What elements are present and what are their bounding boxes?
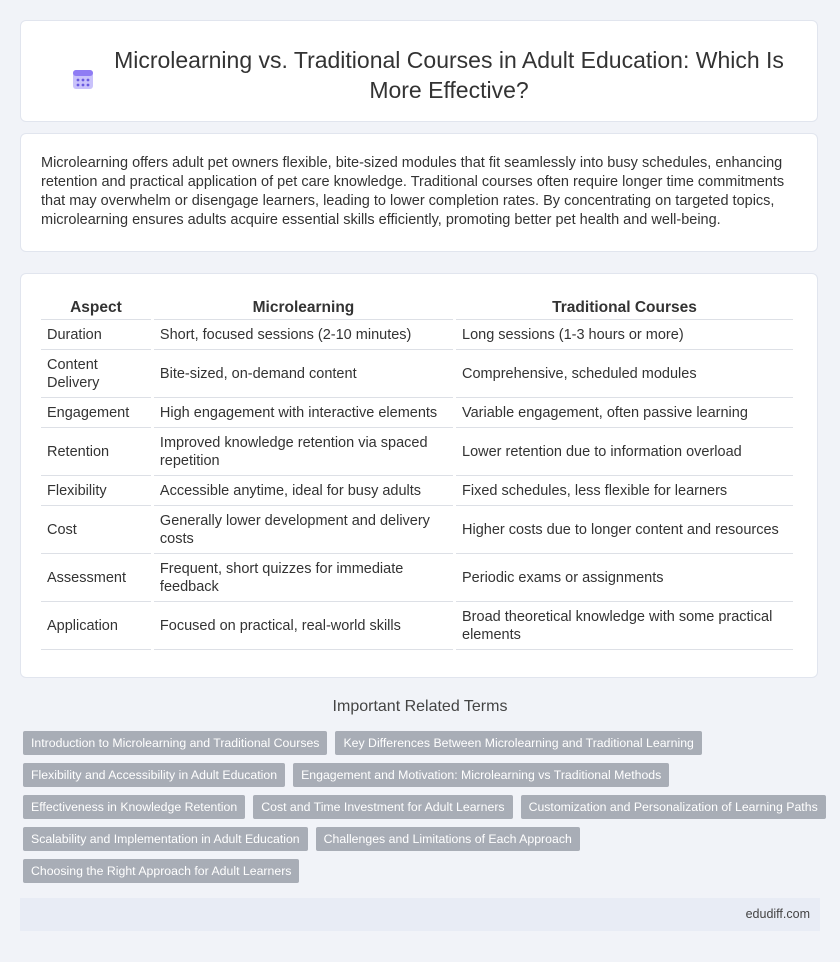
microlearning-cell: Accessible anytime, ideal for busy adults (154, 476, 453, 506)
table-row (41, 554, 793, 602)
table-header-row (41, 294, 793, 320)
intro-paragraph: Microlearning offers adult pet owners flexible, bite-sized modules that fit seamlessly into busy schedules, enhancing retention and practical application of pet care knowledge. Traditional courses often require longer time commitments that may overwhelm or disengage learners, leading to lower completion rates. By concentrating on targeted topics, microlearning ensures adults acquire essential skills efficiently, promoting better pet health and well-being. (41, 155, 785, 228)
aspect-cell: Engagement (41, 398, 151, 428)
related-term-tag[interactable]: Key Differences Between Microlearning and Traditional Learning (335, 731, 701, 755)
title-card (20, 20, 818, 122)
traditional-cell: Fixed schedules, less flexible for learners (456, 476, 793, 506)
table-row (41, 602, 793, 650)
aspect-cell: Flexibility (41, 476, 151, 506)
related-term-tag[interactable]: Scalability and Implementation in Adult Education (23, 827, 308, 851)
microlearning-cell: Improved knowledge retention via spaced repetition (154, 428, 453, 476)
related-terms-list (23, 731, 818, 891)
traditional-cell: Higher costs due to longer content and resources (456, 506, 793, 554)
site-link[interactable]: edudiff.com (745, 907, 810, 921)
aspect-cell: Retention (41, 428, 151, 476)
related-term-tag[interactable]: Customization and Personalization of Learning Paths (521, 795, 826, 819)
traditional-cell: Lower retention due to information overload (456, 428, 793, 476)
intro-card (20, 133, 818, 252)
header-aspect: Aspect (41, 294, 151, 320)
table-row (41, 398, 793, 428)
table-row (41, 350, 793, 398)
aspect-cell: Content Delivery (41, 350, 151, 398)
footer (20, 898, 820, 931)
related-term-tag[interactable]: Introduction to Microlearning and Traditional Courses (23, 731, 327, 755)
table-row (41, 506, 793, 554)
comparison-table (38, 294, 796, 650)
related-term-tag[interactable]: Flexibility and Accessibility in Adult Education (23, 763, 285, 787)
aspect-cell: Application (41, 602, 151, 650)
table-row (41, 320, 793, 350)
traditional-cell: Variable engagement, often passive learning (456, 398, 793, 428)
microlearning-cell: Focused on practical, real-world skills (154, 602, 453, 650)
traditional-cell: Broad theoretical knowledge with some practical elements (456, 602, 793, 650)
page-title: Microlearning vs. Traditional Courses in Adult Education: Which Is More Effective? (114, 47, 784, 103)
traditional-cell: Long sessions (1-3 hours or more) (456, 320, 793, 350)
microlearning-cell: Short, focused sessions (2-10 minutes) (154, 320, 453, 350)
microlearning-cell: Frequent, short quizzes for immediate feedback (154, 554, 453, 602)
related-term-tag[interactable]: Choosing the Right Approach for Adult Learners (23, 859, 299, 883)
microlearning-cell: Bite-sized, on-demand content (154, 350, 453, 398)
related-term-tag[interactable]: Effectiveness in Knowledge Retention (23, 795, 245, 819)
related-term-tag[interactable]: Challenges and Limitations of Each Approach (316, 827, 580, 851)
traditional-cell: Periodic exams or assignments (456, 554, 793, 602)
table-row (41, 476, 793, 506)
traditional-cell: Comprehensive, scheduled modules (456, 350, 793, 398)
related-term-tag[interactable]: Engagement and Motivation: Microlearning vs Traditional Methods (293, 763, 669, 787)
microlearning-cell: High engagement with interactive elements (154, 398, 453, 428)
header-traditional: Traditional Courses (456, 294, 793, 320)
comparison-table-card (20, 273, 818, 678)
related-term-tag[interactable]: Cost and Time Investment for Adult Learners (253, 795, 512, 819)
microlearning-cell: Generally lower development and delivery costs (154, 506, 453, 554)
header-microlearning: Microlearning (154, 294, 453, 320)
related-terms-heading: Important Related Terms (332, 698, 508, 715)
aspect-cell: Assessment (41, 554, 151, 602)
aspect-cell: Duration (41, 320, 151, 350)
aspect-cell: Cost (41, 506, 151, 554)
table-row (41, 428, 793, 476)
